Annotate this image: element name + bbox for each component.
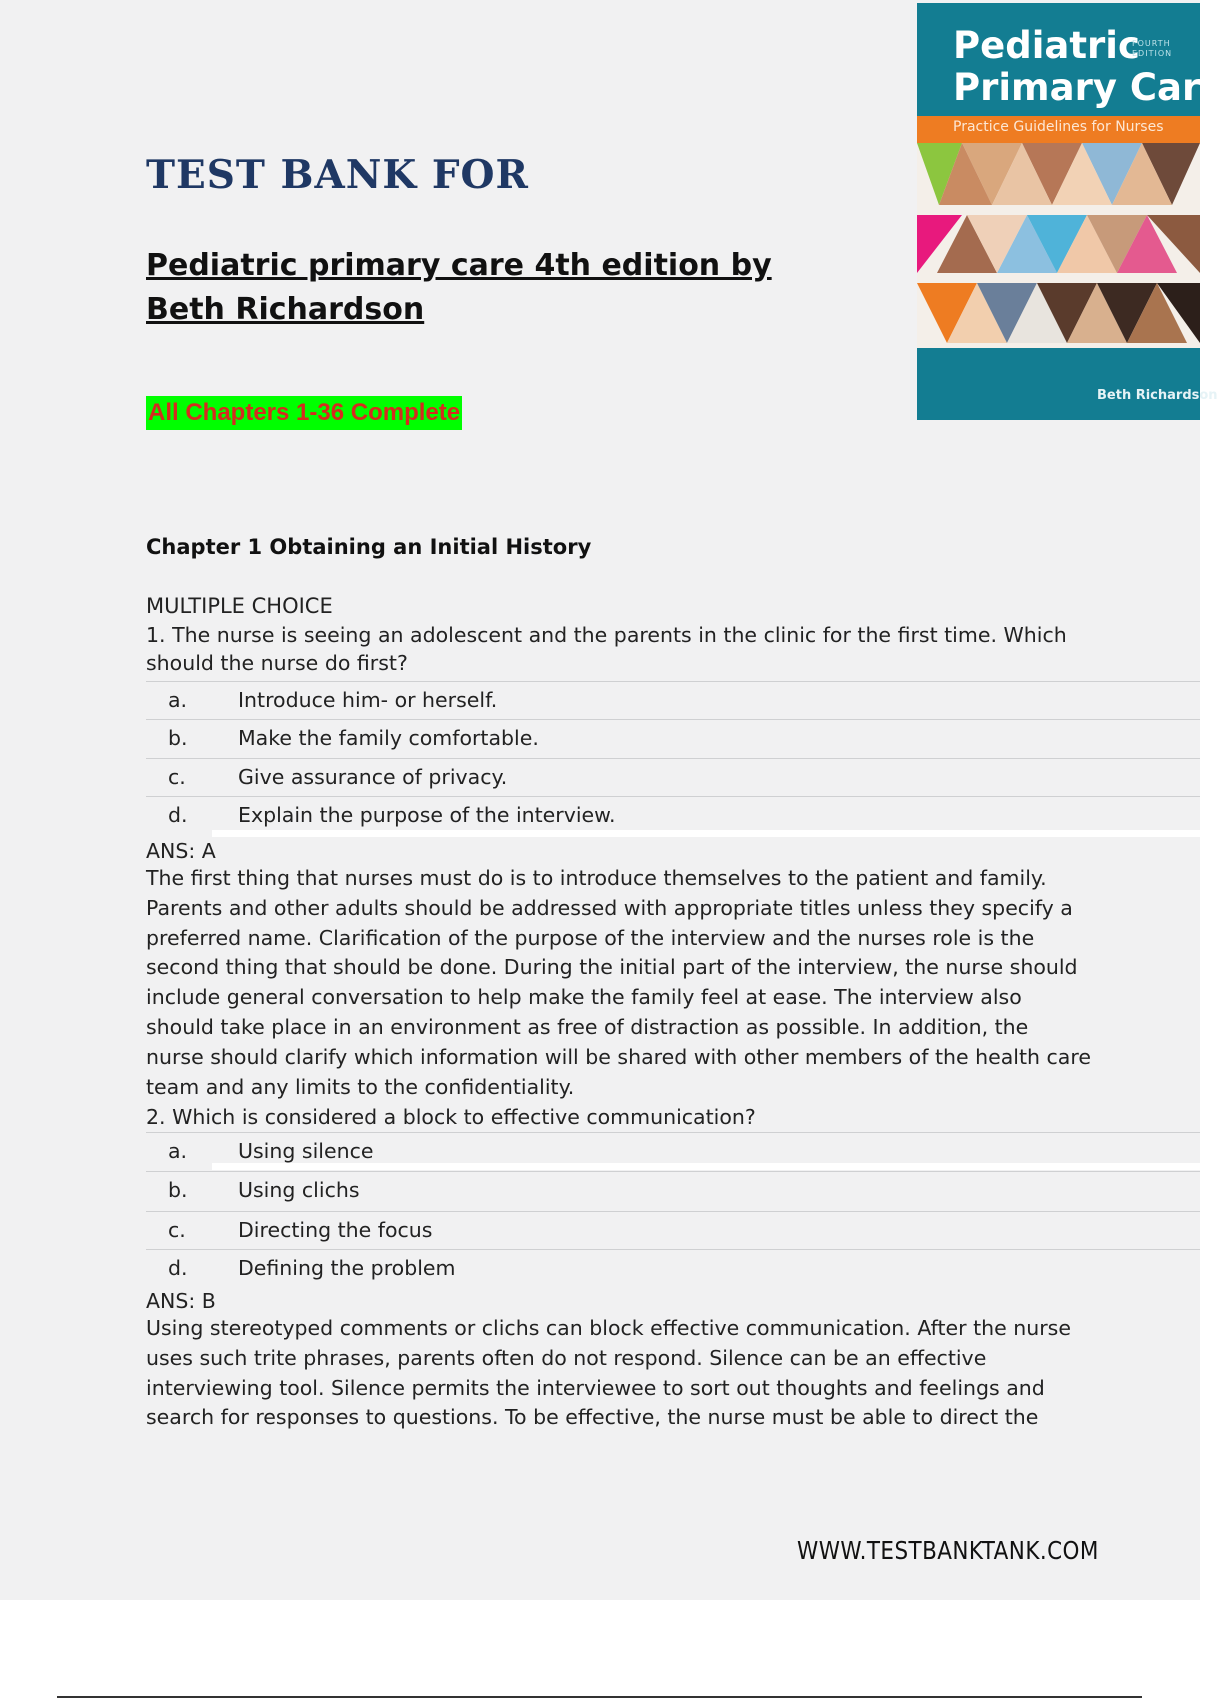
cover-edition: [1132, 39, 1202, 59]
bottom-divider: [57, 1696, 1142, 1698]
answer-option: [146, 758, 1200, 797]
option-letter: d.: [168, 803, 188, 827]
option-letter: b.: [168, 726, 188, 750]
cover-title-line1: Pediatric: [953, 24, 1140, 67]
answer-option: [146, 1211, 1200, 1250]
chapter-heading: Chapter 1 Obtaining an Initial History: [146, 535, 592, 559]
divider: [212, 1163, 1200, 1170]
cover-title: [953, 25, 1225, 109]
question-prompt: 2. Which is considered a block to effective communication?: [146, 1105, 756, 1129]
option-text: Using silence: [238, 1139, 374, 1163]
answer-key: ANS: B: [146, 1289, 216, 1313]
answer-option: [146, 1171, 1200, 1210]
cover-photo-collage: [917, 143, 1200, 373]
answer-option: [146, 719, 1200, 758]
chapters-badge: All Chapters 1-36 Complete: [146, 396, 462, 430]
option-letter: a.: [168, 1139, 188, 1163]
option-text: Using clichs: [238, 1178, 360, 1202]
answer-option: [146, 1249, 1200, 1288]
option-letter: c.: [168, 765, 186, 789]
option-letter: c.: [168, 1218, 186, 1242]
question-prompt: 1. The nurse is seeing an adolescent and the parents in the clinic for the first time. Which should the nurse do first?: [146, 623, 1067, 675]
cover-edition-line2: EDITION: [1132, 49, 1173, 58]
option-text: Explain the purpose of the interview.: [238, 803, 616, 827]
cover-edition-line1: FOURTH: [1132, 39, 1171, 48]
test-bank-title: TEST BANK FOR: [146, 152, 529, 198]
divider: [212, 830, 1200, 837]
book-cover: [917, 3, 1225, 420]
option-letter: b.: [168, 1178, 188, 1202]
answer-option: [146, 681, 1200, 720]
option-letter: a.: [168, 688, 188, 712]
option-text: Give assurance of privacy.: [238, 765, 508, 789]
option-text: Defining the problem: [238, 1256, 456, 1280]
rationale-text: Using stereotyped comments or clichs can block effective communication. After the nurse uses such trite phrases, parents often do not respond. Silence can be an effective interviewing tool. Silence permits the interviewee to sort out thoughts and feelings and search for responses to questions. To be effective, the nurse must be able to direct the: [146, 1316, 1071, 1430]
footer-website-url: WWW.TESTBANKTANK.COM: [797, 1536, 1099, 1565]
option-text: Introduce him- or herself.: [238, 688, 498, 712]
cover-author: Beth Richardson: [1097, 388, 1218, 403]
section-label: MULTIPLE CHOICE: [146, 594, 333, 618]
option-text: Make the family comfortable.: [238, 726, 539, 750]
rationale-text: The first thing that nurses must do is to introduce themselves to the patient and family. Parents and other adults should be addressed with appropriate titles unless they specify a preferred name. Clarification of the purpose of the interview and the nurses role is the second thing that should be done. During the initial part of the interview, the nurse should include general conversation to help make the family feel at ease. The interview also should take place in an environment as free of distraction as possible. In addition, the nurse should clarify which information will be shared with other members of the health care team and any limits to the confidentiality.: [146, 866, 1091, 1099]
cover-subtitle: Practice Guidelines for Nurses: [953, 119, 1164, 135]
cover-title-line2: Primary Care: [953, 66, 1225, 109]
option-letter: d.: [168, 1256, 188, 1280]
book-title: Pediatric primary care 4th edition by Beth Richardson: [146, 248, 772, 327]
option-text: Directing the focus: [238, 1218, 433, 1242]
answer-key: ANS: A: [146, 839, 216, 863]
